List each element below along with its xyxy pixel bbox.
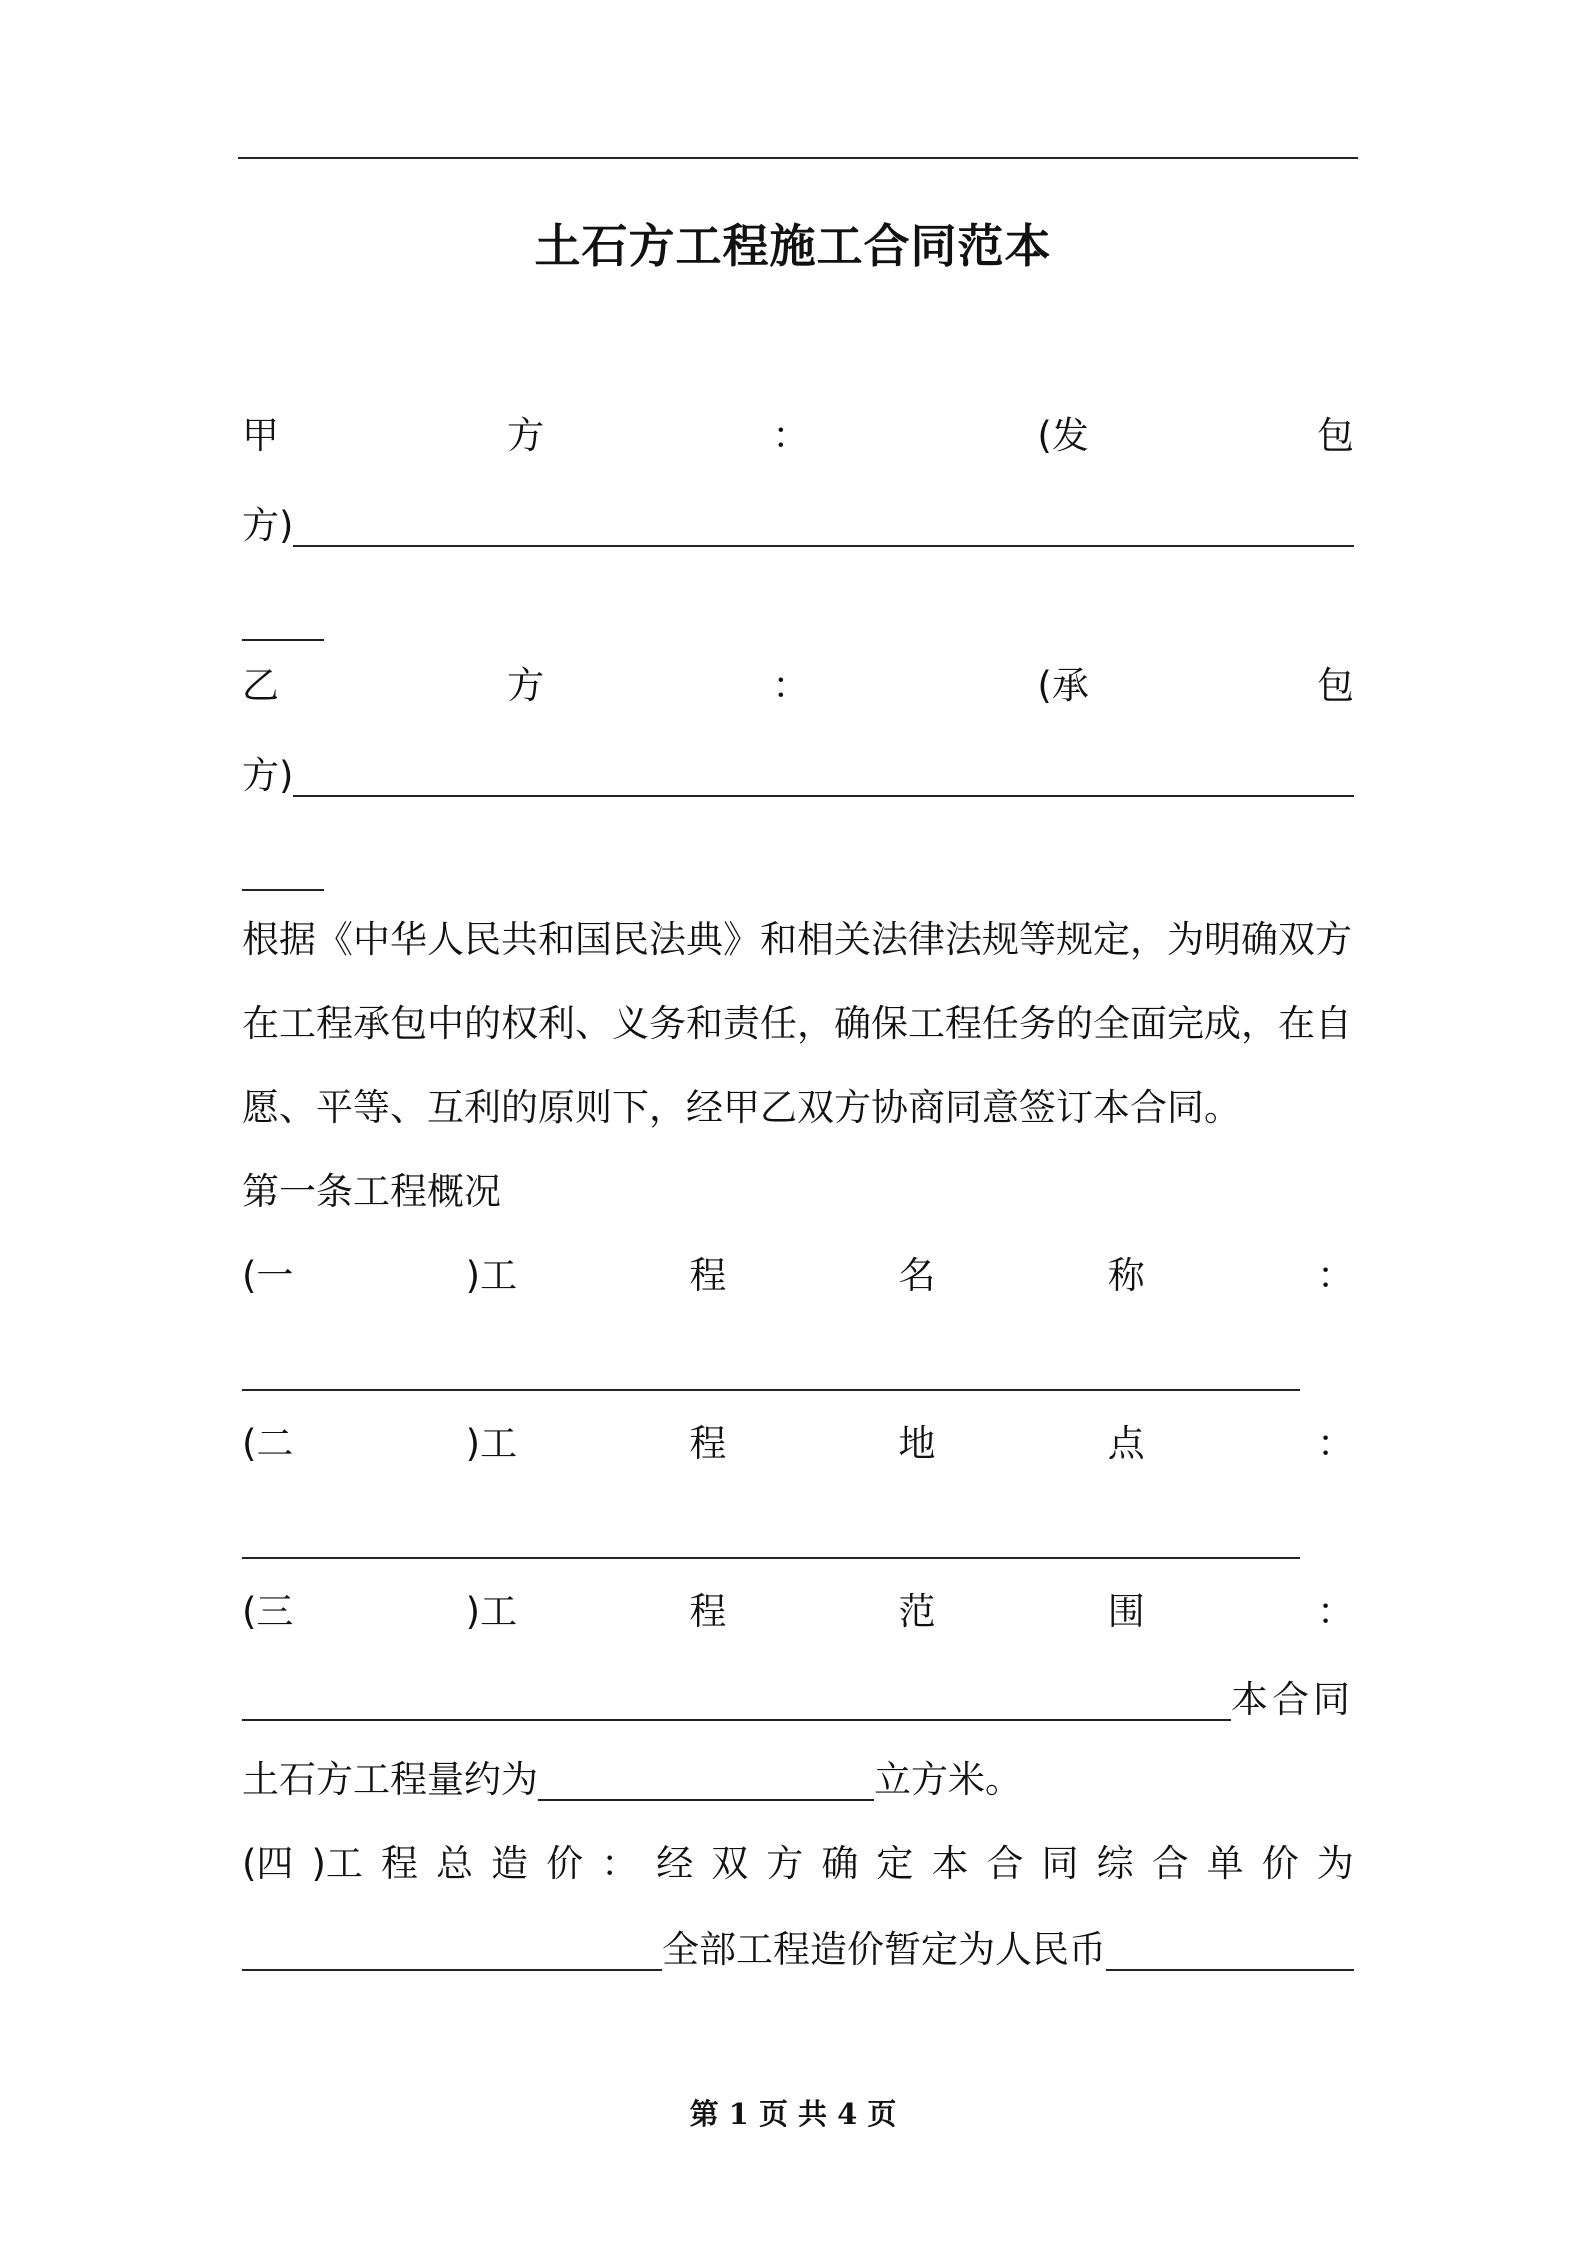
quantity-prefix: 土石方工程量约为 [242,1758,538,1801]
party-a-fill-blank[interactable] [293,545,1354,547]
item-3-char: 程 [689,1590,727,1633]
article-heading: 第一条工程概况 [242,1170,501,1213]
item-4-char: 双 [711,1842,749,1885]
item-4-char: 合 [986,1842,1024,1885]
party-a-char: 方 [507,414,545,457]
item-3-line [242,1582,1354,1642]
party-b-char: 乙 [242,664,279,707]
item-2-char: (二 [242,1422,294,1465]
item-4-char: 造 [491,1842,529,1885]
item-2-char: ： [1316,1422,1354,1465]
item-1-char: 程 [689,1254,727,1297]
item-2-char: 地 [898,1422,936,1465]
item-4-char: )工 [311,1842,363,1885]
party-b-blank-line-2 [242,840,1354,900]
item-4-char: 综 [1096,1842,1134,1885]
item-4-line [242,1834,1354,1894]
preamble-line: 在工程承包中的权利、义务和责任，确保工程任务的全面完成，在自 [242,1002,1352,1045]
item-2-char: 点 [1107,1422,1145,1465]
quantity-blank[interactable] [538,1799,874,1801]
page-number: 第 1 页 共 4 页 [689,2097,897,2131]
item-4-char: ： [601,1842,639,1885]
header-rule [238,157,1358,159]
item-4-cont: 全部工程造价暂定为人民币 [662,1928,1106,1971]
quantity-line [242,1750,1354,1810]
item-3-char: )工 [465,1590,518,1633]
party-a-blank-line [242,496,1354,556]
item-4-char: 方 [766,1842,804,1885]
item-1-char: 名 [898,1254,936,1297]
item-4-char: 单 [1206,1842,1244,1885]
item-2-char: )工 [465,1422,518,1465]
party-b-fill-blank-cont[interactable] [242,889,324,891]
project-location-blank[interactable] [242,1557,1300,1559]
party-b-line [242,656,1354,716]
party-b-char: 方 [507,664,545,707]
item-3-char: (三 [242,1590,294,1633]
party-a-char: 包 [1317,414,1354,457]
party-a-char: ： [772,414,810,457]
item-4-char: 价 [1261,1842,1299,1885]
document-title: 土石方工程施工合同范本 [534,219,1052,273]
item-4-char: 本 [931,1842,969,1885]
party-b-char: ： [772,664,810,707]
item-3-char: ： [1316,1590,1354,1633]
item-1-blank-line [242,1340,1354,1400]
party-b-fill-blank[interactable] [293,795,1354,797]
preamble-line: 愿、平等、互利的原则下，经甲乙双方协商同意签订本合同。 [242,1086,1241,1129]
item-3-char: 范 [898,1590,936,1633]
party-b-cont: 方) [242,754,294,797]
item-3-tail: 本合同 [1231,1678,1354,1721]
item-4-char: 确 [821,1842,859,1885]
party-b-char: 包 [1317,664,1354,707]
item-4-char: 价 [546,1842,584,1885]
party-a-blank-line-2 [242,590,1354,650]
party-b-char: (承 [1037,664,1089,707]
item-4-blank-line [242,1920,1354,1980]
item-1-char: ： [1316,1254,1354,1297]
project-scope-blank[interactable] [242,1719,1231,1721]
item-4-char: (四 [242,1842,294,1885]
item-4-char: 经 [656,1842,694,1885]
party-a-cont: 方) [242,504,294,547]
item-2-blank-line [242,1508,1354,1568]
item-1-char: (一 [242,1254,294,1297]
item-4-char: 定 [876,1842,914,1885]
project-name-blank[interactable] [242,1389,1300,1391]
item-1-char: 称 [1107,1254,1145,1297]
item-4-char: 同 [1041,1842,1079,1885]
unit-price-blank[interactable] [242,1969,662,1971]
item-3-blank-line [242,1670,1354,1730]
total-price-blank[interactable] [1106,1969,1354,1971]
item-4-char: 合 [1151,1842,1189,1885]
quantity-suffix: 立方米。 [874,1758,1022,1801]
item-1-line [242,1246,1354,1306]
party-a-line [242,406,1354,466]
item-4-char: 程 [380,1842,418,1885]
party-b-blank-line [242,746,1354,806]
item-2-char: 程 [689,1422,727,1465]
preamble-line: 根据《中华人民共和国民法典》和相关法律法规等规定，为明确双方 [242,918,1352,961]
item-3-char: 围 [1107,1590,1145,1633]
item-4-char: 为 [1316,1842,1354,1885]
party-a-fill-blank-cont[interactable] [242,639,324,641]
item-1-char: )工 [465,1254,518,1297]
party-a-char: (发 [1037,414,1089,457]
item-2-line [242,1414,1354,1474]
party-a-char: 甲 [242,414,279,457]
item-4-char: 总 [436,1842,474,1885]
